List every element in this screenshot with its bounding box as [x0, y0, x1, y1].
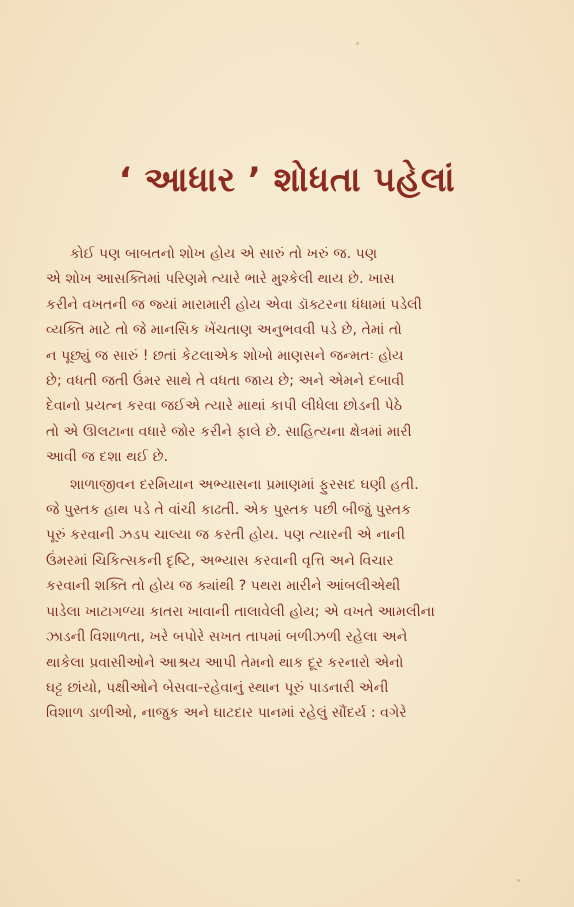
text-line: કરવાની શક્તિ તો હોય જ ક્યાંથી ? પથરા મારીને આંબલીએથી [46, 578, 401, 595]
text-line: વિશાળ ડાળીઓ, નાજુક અને ઘાટદાર પાનમાં રહેલું સૌંદર્ય : વગેરે [46, 705, 407, 722]
text-line: ઝાડની વિશાળતા, ખરે બપોરે સખત તાપમાં બળીઝળી રહેલા અને [46, 629, 408, 646]
body-text [46, 242, 546, 727]
text-line: તો એ ઊલટાના વધારે જોર કરીને ફાલે છે. સાહિત્યના ક્ષેત્રમાં મારી [46, 423, 412, 440]
text-line: ઘટ્ટ છાંયો, પક્ષીઓને બેસવા-રહેવાનું સ્થાન પૂરું પાડનારી એની [46, 679, 389, 696]
text-line: જે પુસ્તક હાથ પડે તે વાંચી કાઢતી. એક પુસ્તક પછી બીજું પુસ્તક [46, 502, 412, 519]
chapter-title: ‘ આધાર ’ શોધતા પહેલાં [118, 160, 456, 200]
text-line: કરીને વખતની જ જ્યાં મારામારી હોય એવા ડૉક્ટરના ધંધામાં પડેલી [46, 296, 422, 313]
text-line: દેવાનો પ્રયત્ન કરવા જઈએ ત્યારે માથાં કાપી લીધેલા છોડની પેઠે [46, 398, 403, 415]
text-line: છે; વધતી જતી ઉંમર સાથે તે વધતા જાય છે; અને એમને દબાવી [46, 373, 405, 390]
text-line: પાડેલા ખાટાગળ્યા કાતરા ખાવાની તાલાવેલી હોય; એ વખતે આમલીના [46, 603, 435, 620]
text-line: કોઈ પણ બાબતનો શોખ હોય એ સારું તો ખરું જ. પણ [70, 246, 378, 262]
text-line: થાકેલા પ્રવાસીઓને આશ્રય આપી તેમનો થાક દૂર કરનારો એનો [46, 654, 404, 671]
text-line: પૂરું કરવાની ઝડપ ચાલ્યા જ કરતી હોય. પણ ત્યારની એ નાની [46, 527, 406, 544]
paper-speck [356, 42, 359, 45]
text-line: આવી જ દશા થઈ છે. [46, 449, 169, 466]
paragraph-2 [46, 473, 546, 727]
text-line: શાળાજીવન દરમિયાન અભ્યાસના પ્રમાણમાં ફુરસદ ઘણી હતી. [70, 476, 419, 493]
text-line: એ શોખ આસક્તિમાં પરિણમે ત્યારે ભારે મુશ્કેલી થાય છે. ખાસ [46, 271, 395, 288]
text-line: ઉંમરમાં ચિકિત્સકની દૃષ્ટિ, અભ્યાસ કરવાની વૃત્તિ અને વિચાર [46, 552, 394, 569]
paper-speck [517, 879, 520, 882]
paragraph-1 [46, 242, 546, 471]
text-line: ન પૂછ્યું જ સારું ! છતાં કેટલાએક શોખો માણસને જન્મતઃ હોય [46, 347, 404, 364]
text-line: વ્યક્તિ માટે તો જે માનસિક ખેંચતાણ અનુભવવી પડે છે, તેમાં તો [46, 322, 402, 339]
